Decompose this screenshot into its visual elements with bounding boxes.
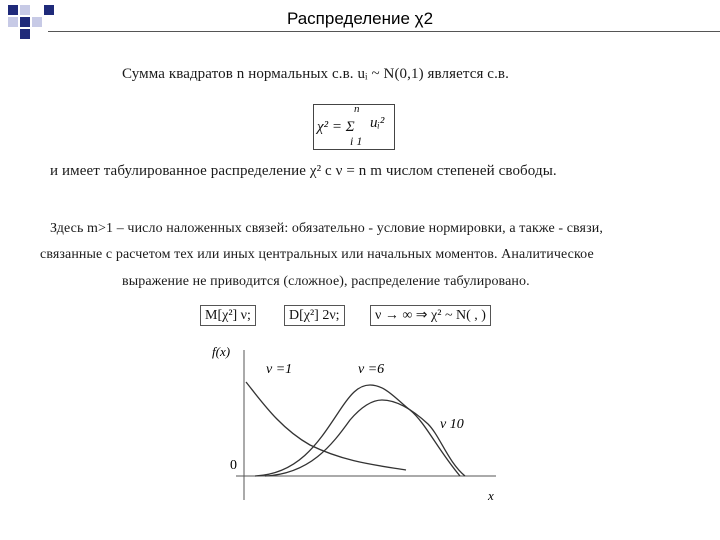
slide-title: Распределение χ2: [286, 9, 434, 28]
limit-formula: ν → ∞ ⇒ χ² ~ N( , ): [370, 305, 491, 326]
label-nu-1: ν =1: [266, 362, 293, 377]
paragraph-line-2: связанные с расчетом тех или иных центральных или начальных моментов. Аналитическое: [40, 247, 594, 262]
formula-term: uᵢ²: [370, 115, 385, 131]
curve-nu-10: [265, 400, 465, 476]
formula-sum-bottom: i 1: [350, 134, 363, 148]
paragraph-line-3: выражение не приводится (сложное), распределение табулировано.: [122, 274, 530, 289]
distribution-line: и имеет табулированное распределение χ² с ν = n m числом степеней свободы.: [50, 163, 557, 179]
curve-nu-6: [255, 385, 460, 476]
y-axis-label: f(x): [212, 344, 231, 359]
formula-sum-top: n: [354, 103, 360, 115]
intro-line: Сумма квадратов n нормальных с.в. uᵢ ~ N(0,1) является с.в.: [122, 66, 509, 82]
curve-nu-1: [246, 382, 406, 470]
variance-formula: D[χ²] 2ν;: [284, 305, 345, 326]
mean-formula: M[χ²] ν;: [200, 305, 256, 326]
origin-label: 0: [230, 458, 237, 473]
label-nu-6: ν =6: [358, 362, 385, 377]
label-nu-10: ν 10: [440, 417, 464, 432]
formula-lhs: χ² = Σ: [317, 119, 355, 135]
x-axis-label: x: [488, 488, 494, 503]
paragraph-line-1: Здесь m>1 – число наложенных связей: обязательно - условие нормировки, а также - связи,: [50, 221, 603, 236]
